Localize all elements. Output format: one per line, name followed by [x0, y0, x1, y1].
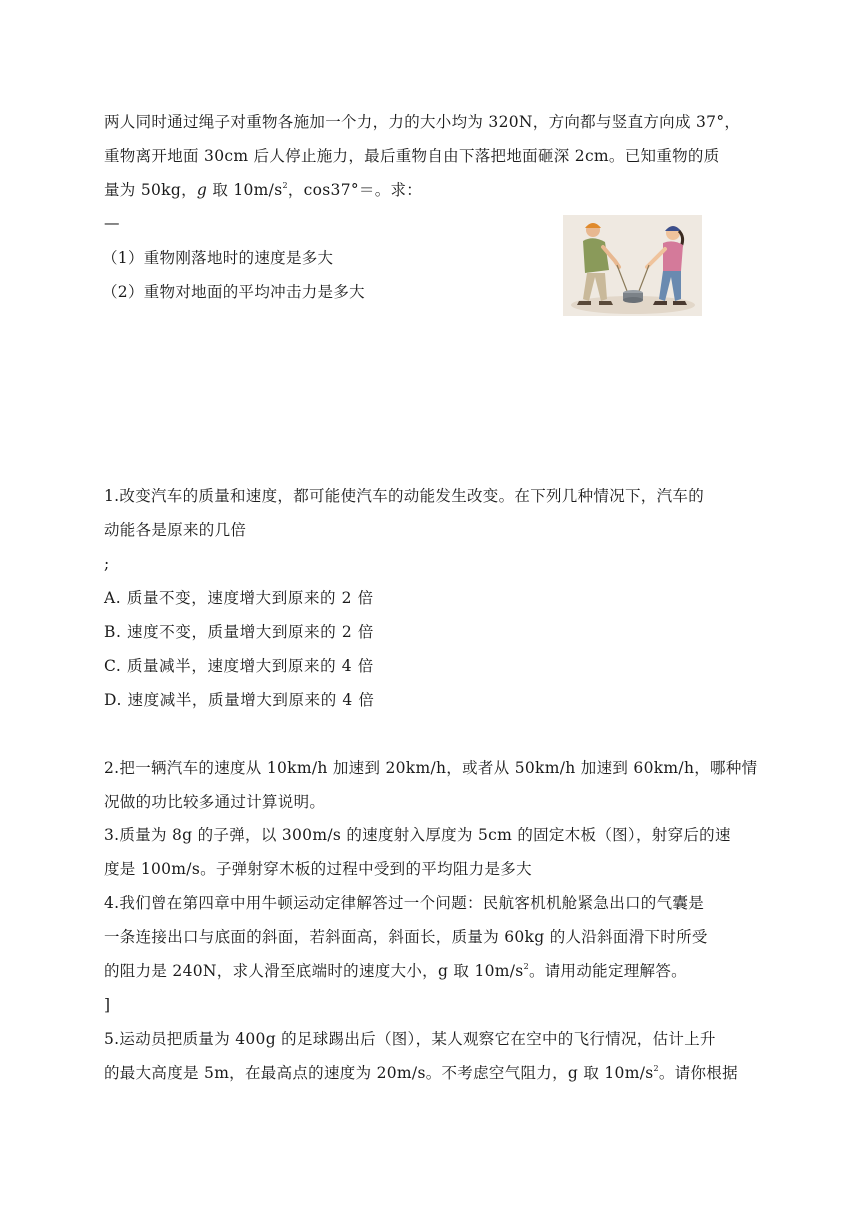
exercise-4-line-1: 4.我们曾在第四章中用牛顿运动定律解答过一个问题：民航客机机舱紧急出口的气囊是	[104, 894, 704, 912]
exercise-1-line-2: 动能各是原来的几倍	[104, 521, 247, 539]
exercise-4-line-2: 一条连接出口与底面的斜面，若斜面高，斜面长，质量为 60kg 的人沿斜面滑下时所受	[104, 928, 708, 946]
exercise-4-line-3: 的阻力是 240N，求人滑至底端时的速度大小，g 取 $10m/s^2$。请用动能定理解答。	[104, 962, 687, 980]
exercise-2-line-1: 2.把一辆汽车的速度从 10km/h 加速到 20km/h，或者从 50km/h 加速到 60km/h，哪种情	[104, 759, 758, 777]
exercise-3-line-2: 度是 100m/s。子弹射穿木板的过程中受到的平均阻力是多大	[104, 860, 532, 878]
question-1: （1）重物刚落地时的速度是多大	[102, 249, 334, 267]
intro-dash: —	[104, 214, 120, 232]
intro-line-3: 量为 50kg，g 取 $10m/s^2$，cos37°＝。求：	[104, 181, 423, 199]
exercise-3-line-1: 3.质量为 8g 的子弹，以 300m/s 的速度射入厚度为 5cm 的固定木板（图），射穿后的速	[104, 826, 731, 844]
two-people-lifting-weight-illustration-icon	[563, 215, 702, 316]
exercise-1-option-d: D. 速度减半，质量增大到原来的 4 倍	[104, 691, 375, 709]
exercise-1-option-b: B. 速度不变，质量增大到原来的 2 倍	[104, 623, 374, 641]
intro-line-2: 重物离开地面 30cm 后人停止施力，最后重物自由下落把地面砸深 2cm。已知重物的质	[104, 147, 720, 165]
exercise-1-semicolon: ;	[104, 555, 110, 573]
exercise-5-line-2: 的最大高度是 5m，在最高点的速度为 20m/s。不考虑空气阻力，g 取 $10m/s^2$。请你根据	[104, 1064, 738, 1082]
exercise-4-bracket: ]	[104, 996, 111, 1014]
question-2: （2）重物对地面的平均冲击力是多大	[102, 283, 365, 301]
exercise-1-option-a: A. 质量不变，速度增大到原来的 2 倍	[104, 589, 374, 607]
intro-line-1: 两人同时通过绳子对重物各施加一个力，力的大小均为 320N，方向都与竖直方向成 37°，	[104, 113, 741, 131]
exercise-1-line-1: 1.改变汽车的质量和速度，都可能使汽车的动能发生改变。在下列几种情况下，汽车的	[104, 487, 704, 505]
exercise-1-option-c: C. 质量减半，速度增大到原来的 4 倍	[104, 657, 374, 675]
exercise-5-line-1: 5.运动员把质量为 400g 的足球踢出后（图），某人观察它在空中的飞行情况，估计上升	[104, 1030, 716, 1048]
exercise-2-line-2: 况做的功比较多通过计算说明。	[104, 793, 326, 811]
